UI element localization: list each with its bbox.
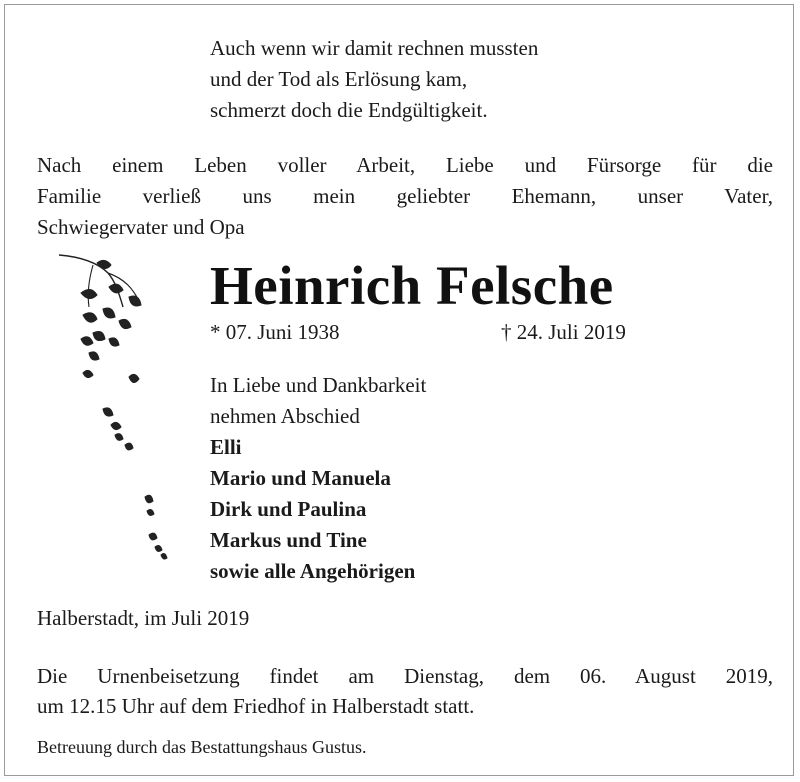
intro-line: Schwiegervater und Opa xyxy=(37,215,245,239)
intro-line: Familie verließ uns mein geliebter Ehemann, unser Vater, xyxy=(37,184,773,208)
intro-text xyxy=(37,150,773,243)
mourner-name: Mario und Manuela xyxy=(210,466,391,490)
burial-line: um 12.15 Uhr auf dem Friedhof in Halberstadt statt. xyxy=(37,694,475,718)
mourner-name: Elli xyxy=(210,435,242,459)
poem xyxy=(210,33,538,126)
intro-line: Nach einem Leben voller Arbeit, Liebe und Fürsorge für die xyxy=(37,153,773,177)
birth-date: * 07. Juni 1938 xyxy=(210,320,340,344)
funeral-home-note: Betreuung durch das Bestattungshaus Gustus. xyxy=(37,737,367,757)
burial-info xyxy=(37,661,773,721)
farewell-block xyxy=(210,370,426,587)
burial-line: Die Urnenbeisetzung findet am Dienstag, dem 06. August 2019, xyxy=(37,664,773,688)
poem-line: und der Tod als Erlösung kam, xyxy=(210,67,468,91)
death-date: † 24. Juli 2019 xyxy=(501,320,626,344)
farewell-line: In Liebe und Dankbarkeit xyxy=(210,373,427,397)
mourner-name: Dirk und Paulina xyxy=(210,497,367,521)
deceased-name: Heinrich Felsche xyxy=(210,255,614,316)
falling-leaves-icon xyxy=(53,249,173,579)
farewell-line: nehmen Abschied xyxy=(210,404,360,428)
place-date: Halberstadt, im Juli 2019 xyxy=(37,606,250,630)
mourner-name: sowie alle Angehörigen xyxy=(210,559,416,583)
poem-line: schmerzt doch die Endgültigkeit. xyxy=(210,98,488,122)
mourner-name: Markus und Tine xyxy=(210,528,367,552)
poem-line: Auch wenn wir damit rechnen mussten xyxy=(210,36,539,60)
obituary-notice xyxy=(4,4,794,776)
